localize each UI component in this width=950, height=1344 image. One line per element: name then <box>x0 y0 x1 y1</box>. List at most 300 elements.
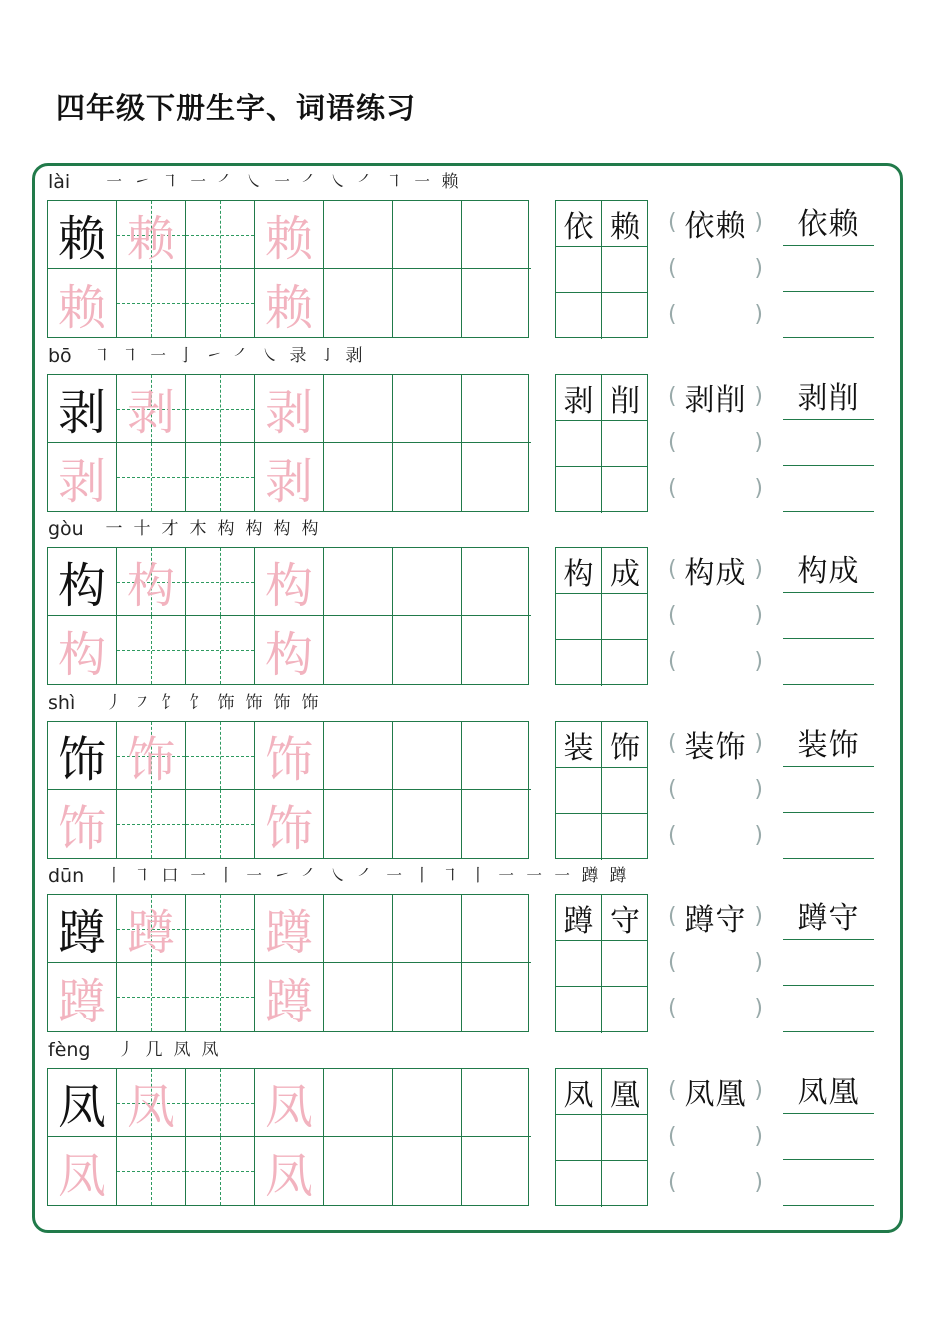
writing-cell[interactable] <box>117 201 186 269</box>
writing-cell[interactable] <box>186 963 255 1031</box>
writing-cell[interactable] <box>393 616 462 684</box>
stroke-step: ㇀ <box>205 346 223 366</box>
writing-cell[interactable] <box>462 375 531 443</box>
writing-cell[interactable] <box>255 1069 324 1137</box>
word-cell[interactable] <box>556 895 602 941</box>
word-character: 饰 <box>610 730 640 766</box>
writing-cell[interactable] <box>255 548 324 616</box>
writing-cell[interactable] <box>186 1137 255 1205</box>
writing-cell[interactable] <box>324 616 393 684</box>
underline-practice <box>783 547 874 685</box>
stroke-step: 蹲 <box>581 866 599 886</box>
writing-cell[interactable] <box>48 201 117 269</box>
stroke-step: ㇒ <box>357 866 375 886</box>
stroke-step: ㇐ <box>189 866 207 886</box>
writing-cell[interactable] <box>48 1137 117 1205</box>
trace-character: 构 <box>57 626 106 683</box>
stroke-step: ㇐ <box>149 346 167 366</box>
writing-cell[interactable] <box>186 790 255 858</box>
underline-practice <box>783 374 874 512</box>
stroke-step: ㇕ <box>93 346 111 366</box>
word-cell[interactable] <box>602 895 648 941</box>
stroke-step: 饰 <box>217 693 235 713</box>
stroke-step: ㇏ <box>329 866 347 886</box>
underline-line[interactable] <box>783 374 874 420</box>
word-cell[interactable] <box>556 548 602 594</box>
writing-cell[interactable] <box>186 722 255 790</box>
writing-cell[interactable] <box>393 201 462 269</box>
word-cell[interactable] <box>556 1161 602 1207</box>
word-cell[interactable] <box>556 201 602 247</box>
writing-cell[interactable] <box>462 201 531 269</box>
underline-line[interactable] <box>783 1160 874 1206</box>
bracket-line[interactable] <box>668 1114 763 1160</box>
right-bracket: ) <box>754 302 763 327</box>
pinyin-label: lài <box>48 171 71 193</box>
writing-cell[interactable] <box>462 616 531 684</box>
underline-line[interactable] <box>783 1068 874 1114</box>
writing-cell[interactable] <box>186 895 255 963</box>
bracket-line[interactable] <box>668 466 763 512</box>
right-bracket: ) <box>754 1078 763 1103</box>
stroke-step: 饰 <box>245 693 263 713</box>
practice-row <box>0 339 950 513</box>
underline-line[interactable] <box>783 639 874 685</box>
left-bracket: ( <box>668 210 677 235</box>
stroke-step: ㇕ <box>121 346 139 366</box>
word-grid <box>555 894 648 1032</box>
word-cell[interactable] <box>602 987 648 1033</box>
writing-cell[interactable] <box>462 269 531 337</box>
pinyin-label: dūn <box>48 865 85 887</box>
underline-line[interactable] <box>783 894 874 940</box>
writing-cell[interactable] <box>462 548 531 616</box>
underline-line[interactable] <box>783 420 874 466</box>
right-bracket: ) <box>754 603 763 628</box>
right-bracket: ) <box>754 649 763 674</box>
bracket-line[interactable] <box>668 986 763 1032</box>
writing-grid <box>47 547 529 685</box>
word-cell[interactable] <box>602 722 648 768</box>
underline-line[interactable] <box>783 593 874 639</box>
bracket-line[interactable] <box>668 894 763 940</box>
bracket-line[interactable] <box>668 1160 763 1206</box>
stroke-step: ㇕ <box>441 866 459 886</box>
left-bracket: ( <box>668 777 677 802</box>
word-grid <box>555 1068 648 1206</box>
writing-cell[interactable] <box>324 963 393 1031</box>
writing-cell[interactable] <box>324 1069 393 1137</box>
word-cell[interactable] <box>602 941 648 987</box>
stroke-order <box>112 1039 224 1061</box>
stroke-step: ㇚ <box>317 346 335 366</box>
underline-line[interactable] <box>783 200 874 246</box>
trace-character: 蹲 <box>264 973 313 1030</box>
writing-cell[interactable] <box>393 548 462 616</box>
writing-cell[interactable] <box>255 443 324 511</box>
trace-character: 凤 <box>264 1147 313 1204</box>
stroke-step: ㇐ <box>105 172 123 192</box>
writing-cell[interactable] <box>186 1069 255 1137</box>
word-cell[interactable] <box>602 293 648 339</box>
right-bracket: ) <box>754 731 763 756</box>
writing-cell[interactable] <box>117 269 186 337</box>
bracket-line[interactable] <box>668 200 763 246</box>
trace-character: 剥 <box>126 385 175 441</box>
writing-cell[interactable] <box>186 201 255 269</box>
writing-cell[interactable] <box>48 1069 117 1137</box>
right-bracket: ) <box>754 384 763 409</box>
writing-cell[interactable] <box>393 375 462 443</box>
left-bracket: ( <box>668 1170 677 1195</box>
right-bracket: ) <box>754 950 763 975</box>
word-grid <box>555 374 648 512</box>
writing-cell[interactable] <box>255 1137 324 1205</box>
writing-cell[interactable] <box>462 790 531 858</box>
underline-line[interactable] <box>783 1114 874 1160</box>
writing-cell[interactable] <box>462 722 531 790</box>
stroke-step: 几 <box>145 1040 163 1060</box>
right-bracket: ) <box>754 476 763 501</box>
writing-cell[interactable] <box>48 616 117 684</box>
trace-character: 蹲 <box>57 973 106 1030</box>
stroke-step: ㇕ <box>133 866 151 886</box>
left-bracket: ( <box>668 1078 677 1103</box>
writing-cell[interactable] <box>117 722 186 790</box>
right-bracket: ) <box>754 557 763 582</box>
left-bracket: ( <box>668 384 677 409</box>
stroke-step: 饣 <box>161 693 179 713</box>
writing-cell[interactable] <box>462 963 531 1031</box>
word-cell[interactable] <box>602 814 648 860</box>
writing-cell[interactable] <box>393 443 462 511</box>
word-cell[interactable] <box>556 640 602 686</box>
writing-cell[interactable] <box>186 443 255 511</box>
left-bracket: ( <box>668 823 677 848</box>
stroke-step: ㇒ <box>301 172 319 192</box>
bracket-practice <box>668 721 763 859</box>
writing-cell[interactable] <box>117 895 186 963</box>
bracket-word: 装饰 <box>684 730 747 765</box>
writing-cell[interactable] <box>117 963 186 1031</box>
left-bracket: ( <box>668 557 677 582</box>
stroke-order <box>100 865 632 887</box>
underline-line[interactable] <box>783 721 874 767</box>
word-cell[interactable] <box>556 247 602 293</box>
word-cell[interactable] <box>556 375 602 421</box>
word-cell[interactable] <box>556 594 602 640</box>
word-cell[interactable] <box>556 1115 602 1161</box>
writing-cell[interactable] <box>48 375 117 443</box>
writing-cell[interactable] <box>393 1069 462 1137</box>
stroke-step: 一 <box>105 519 123 539</box>
trace-character: 赖 <box>264 211 313 267</box>
writing-cell[interactable] <box>255 375 324 443</box>
word-cell[interactable] <box>556 421 602 467</box>
right-bracket: ) <box>754 430 763 455</box>
stroke-step: ㇏ <box>261 346 279 366</box>
word-cell[interactable] <box>556 814 602 860</box>
writing-cell[interactable] <box>255 201 324 269</box>
bracket-line[interactable] <box>668 593 763 639</box>
writing-cell[interactable] <box>48 443 117 511</box>
bracket-line[interactable] <box>668 420 763 466</box>
model-character: 饰 <box>57 732 106 788</box>
bracket-line[interactable] <box>668 813 763 859</box>
writing-cell[interactable] <box>324 790 393 858</box>
word-character: 蹲 <box>563 903 594 939</box>
underline-line[interactable] <box>783 246 874 292</box>
word-cell[interactable] <box>602 201 648 247</box>
writing-cell[interactable] <box>462 895 531 963</box>
word-character: 成 <box>610 556 640 592</box>
stroke-step: 丿 <box>105 693 123 713</box>
underline-word: 剥削 <box>797 381 860 416</box>
stroke-step: ㇒ <box>357 172 375 192</box>
word-cell[interactable] <box>602 375 648 421</box>
underline-line[interactable] <box>783 292 874 338</box>
right-bracket: ) <box>754 210 763 235</box>
stroke-step: ㇐ <box>273 172 291 192</box>
writing-cell[interactable] <box>186 375 255 443</box>
writing-cell[interactable] <box>48 269 117 337</box>
word-grid <box>555 721 648 859</box>
word-cell[interactable] <box>556 987 602 1033</box>
writing-grid <box>47 1068 529 1206</box>
stroke-step: 构 <box>273 519 291 539</box>
stroke-step: 构 <box>217 519 235 539</box>
trace-character: 饰 <box>57 800 106 857</box>
writing-cell[interactable] <box>117 616 186 684</box>
stroke-step: 饰 <box>273 693 291 713</box>
trace-character: 剥 <box>264 385 313 441</box>
writing-cell[interactable] <box>117 790 186 858</box>
word-cell[interactable] <box>602 467 648 513</box>
underline-practice <box>783 200 874 338</box>
word-cell[interactable] <box>602 1161 648 1207</box>
bracket-practice <box>668 374 763 512</box>
writing-cell[interactable] <box>186 269 255 337</box>
word-character: 凰 <box>610 1077 640 1113</box>
word-cell[interactable] <box>556 768 602 814</box>
word-cell[interactable] <box>556 1069 602 1115</box>
trace-character: 蹲 <box>264 905 313 961</box>
writing-cell[interactable] <box>324 443 393 511</box>
writing-cell[interactable] <box>324 201 393 269</box>
stroke-step: ㇐ <box>553 866 571 886</box>
writing-cell[interactable] <box>462 1137 531 1205</box>
left-bracket: ( <box>668 731 677 756</box>
writing-cell[interactable] <box>255 722 324 790</box>
word-character: 构 <box>563 556 594 592</box>
underline-line[interactable] <box>783 547 874 593</box>
word-cell[interactable] <box>602 247 648 293</box>
left-bracket: ( <box>668 302 677 327</box>
stroke-step: ㇏ <box>245 172 263 192</box>
bracket-line[interactable] <box>668 246 763 292</box>
word-grid <box>555 547 648 685</box>
stroke-step: 构 <box>245 519 263 539</box>
stroke-step: 构 <box>301 519 319 539</box>
writing-cell[interactable] <box>324 375 393 443</box>
writing-cell[interactable] <box>393 269 462 337</box>
word-character: 凤 <box>563 1077 594 1113</box>
left-bracket: ( <box>668 950 677 975</box>
bracket-line[interactable] <box>668 639 763 685</box>
bracket-line[interactable] <box>668 940 763 986</box>
trace-character: 构 <box>264 558 313 614</box>
writing-cell[interactable] <box>255 269 324 337</box>
writing-cell[interactable] <box>393 895 462 963</box>
writing-cell[interactable] <box>48 548 117 616</box>
practice-row <box>0 859 950 1033</box>
left-bracket: ( <box>668 430 677 455</box>
right-bracket: ) <box>754 777 763 802</box>
bracket-practice <box>668 894 763 1032</box>
writing-cell[interactable] <box>255 895 324 963</box>
bracket-word: 蹲守 <box>684 903 747 938</box>
practice-row <box>0 1033 950 1207</box>
stroke-step: ㇐ <box>245 866 263 886</box>
writing-cell[interactable] <box>48 790 117 858</box>
word-cell[interactable] <box>602 768 648 814</box>
word-cell[interactable] <box>602 548 648 594</box>
left-bracket: ( <box>668 476 677 501</box>
writing-cell[interactable] <box>462 443 531 511</box>
trace-character: 剥 <box>264 453 313 510</box>
trace-character: 饰 <box>264 800 313 857</box>
writing-cell[interactable] <box>462 1069 531 1137</box>
stroke-step: ㇀ <box>133 172 151 192</box>
underline-word: 装饰 <box>797 728 860 763</box>
word-cell[interactable] <box>556 722 602 768</box>
trace-character: 赖 <box>57 279 106 336</box>
writing-cell[interactable] <box>324 722 393 790</box>
word-grid <box>555 200 648 338</box>
right-bracket: ) <box>754 1124 763 1149</box>
underline-line[interactable] <box>783 940 874 986</box>
word-cell[interactable] <box>602 421 648 467</box>
writing-grid <box>47 721 529 859</box>
right-bracket: ) <box>754 256 763 281</box>
left-bracket: ( <box>668 904 677 929</box>
stroke-step: ㇏ <box>329 172 347 192</box>
word-character: 剥 <box>563 383 594 419</box>
writing-cell[interactable] <box>393 1137 462 1205</box>
stroke-step: ㇐ <box>385 866 403 886</box>
practice-row <box>0 512 950 686</box>
stroke-step: 剥 <box>345 346 363 366</box>
bracket-line[interactable] <box>668 1068 763 1114</box>
writing-cell[interactable] <box>48 722 117 790</box>
underline-line[interactable] <box>783 986 874 1032</box>
writing-cell[interactable] <box>186 548 255 616</box>
stroke-step: 赖 <box>441 172 459 192</box>
stroke-step: 录 <box>289 346 307 366</box>
writing-cell[interactable] <box>324 548 393 616</box>
writing-cell[interactable] <box>393 722 462 790</box>
underline-practice <box>783 721 874 859</box>
word-cell[interactable] <box>602 1069 648 1115</box>
trace-character: 凤 <box>126 1079 175 1135</box>
writing-grid <box>47 894 529 1032</box>
trace-character: 凤 <box>264 1079 313 1135</box>
bracket-line[interactable] <box>668 374 763 420</box>
page-title: 四年级下册生字、词语练习 <box>56 91 417 125</box>
stroke-order <box>100 692 324 714</box>
underline-practice <box>783 894 874 1032</box>
right-bracket: ) <box>754 823 763 848</box>
word-cell[interactable] <box>556 293 602 339</box>
writing-cell[interactable] <box>186 616 255 684</box>
writing-cell[interactable] <box>117 375 186 443</box>
stroke-step: 亅 <box>177 346 195 366</box>
word-cell[interactable] <box>602 594 648 640</box>
bracket-word: 构成 <box>684 556 747 591</box>
model-character: 凤 <box>57 1079 106 1135</box>
writing-cell[interactable] <box>324 269 393 337</box>
underline-word: 凤凰 <box>797 1075 860 1110</box>
writing-cell[interactable] <box>393 963 462 1031</box>
word-character: 削 <box>610 383 640 419</box>
stroke-step: 丿 <box>117 1040 135 1060</box>
writing-cell[interactable] <box>117 443 186 511</box>
trace-character: 凤 <box>57 1147 106 1204</box>
writing-cell[interactable] <box>324 895 393 963</box>
underline-word: 构成 <box>797 554 860 589</box>
model-character: 赖 <box>57 211 106 267</box>
writing-grid <box>47 374 529 512</box>
word-cell[interactable] <box>602 1115 648 1161</box>
word-cell[interactable] <box>556 941 602 987</box>
underline-line[interactable] <box>783 466 874 512</box>
word-cell[interactable] <box>556 467 602 513</box>
bracket-line[interactable] <box>668 721 763 767</box>
writing-cell[interactable] <box>117 548 186 616</box>
underline-line[interactable] <box>783 767 874 813</box>
stroke-step: 丨 <box>217 866 235 886</box>
left-bracket: ( <box>668 649 677 674</box>
writing-cell[interactable] <box>393 790 462 858</box>
bracket-line[interactable] <box>668 767 763 813</box>
writing-cell[interactable] <box>48 963 117 1031</box>
stroke-step: 蹲 <box>609 866 627 886</box>
left-bracket: ( <box>668 256 677 281</box>
stroke-step: ㇐ <box>413 172 431 192</box>
word-character: 依 <box>563 209 594 245</box>
left-bracket: ( <box>668 1124 677 1149</box>
stroke-step: 木 <box>189 519 207 539</box>
writing-cell[interactable] <box>117 1137 186 1205</box>
word-cell[interactable] <box>602 640 648 686</box>
bracket-line[interactable] <box>668 547 763 593</box>
writing-cell[interactable] <box>255 790 324 858</box>
bracket-line[interactable] <box>668 292 763 338</box>
underline-line[interactable] <box>783 813 874 859</box>
stroke-step: ㇒ <box>217 172 235 192</box>
writing-cell[interactable] <box>255 963 324 1031</box>
writing-cell[interactable] <box>117 1069 186 1137</box>
writing-cell[interactable] <box>48 895 117 963</box>
model-character: 剥 <box>57 385 106 441</box>
trace-character: 赖 <box>126 211 175 267</box>
bracket-practice <box>668 1068 763 1206</box>
writing-cell[interactable] <box>324 1137 393 1205</box>
pinyin-label: fèng <box>48 1039 91 1061</box>
underline-practice <box>783 1068 874 1206</box>
writing-cell[interactable] <box>255 616 324 684</box>
stroke-order <box>100 518 324 540</box>
